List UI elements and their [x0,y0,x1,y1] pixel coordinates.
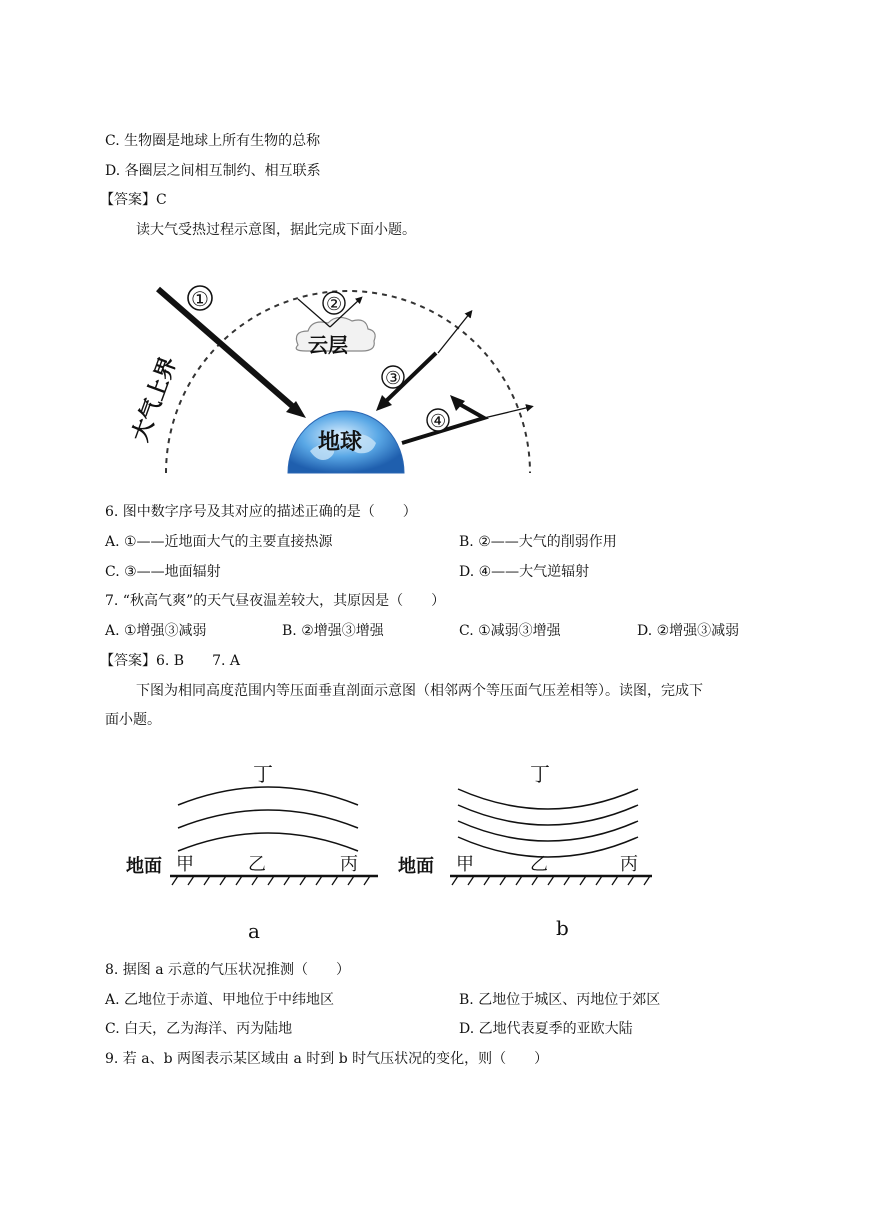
panel-b-yi: 乙 [530,854,548,875]
question-7: 7. “秋高气爽”的天气昼夜温差较大，其原因是（ ） [105,593,446,609]
intro-text-2a: 下图为相同高度范围内等压面垂直剖面示意图（相邻两个等压面气压差相等）。读图，完成下 [136,683,703,699]
question-8: 8. 据图 a 示意的气压状况推测（ ） [105,962,351,978]
question-6: 6. 图中数字序号及其对应的描述正确的是（ ） [105,504,417,520]
atmosphere-heating-diagram [120,275,540,475]
panel-a-yi: 乙 [248,854,266,875]
q8-option-a: A. 乙地位于赤道、甲地位于中纬地区 [105,992,335,1008]
panel-a-bing: 丙 [340,854,358,875]
panel-b-ground: 地面 [398,856,434,877]
panel-a-jia: 甲 [176,854,194,875]
panel-a-ground: 地面 [126,856,162,877]
panel-b-jia: 甲 [456,854,474,875]
option-c-previous: C. 生物圈是地球上所有生物的总称 [105,133,321,149]
question-9: 9. 若 a、b 两图表示某区域由 a 时到 b 时气压状况的变化，则（ ） [105,1051,549,1067]
label-circle-4: ④ [430,411,447,432]
cloud-label: 云层 [308,333,348,357]
q7-option-a: A. ①增强③减弱 [105,623,207,639]
label-circle-2: ② [326,294,343,315]
panel-a-ding: 丁 [253,762,273,786]
q8-option-d: D. 乙地代表夏季的亚欧大陆 [459,1021,633,1037]
answer-line-2: 【答案】6. B 7. A [100,653,241,669]
intro-text-2b: 面小题。 [105,712,161,728]
panel-b-caption: b [556,916,569,940]
panel-a-caption: a [248,919,260,943]
label-circle-3: ③ [385,368,402,389]
q7-option-b: B. ②增强③增强 [282,623,384,639]
earth-label: 地球 [318,430,363,455]
panel-b-bing: 丙 [620,854,638,875]
atmosphere-boundary-label: 大气上界 [128,353,182,446]
label-circle-1: ① [191,287,209,311]
q7-option-d: D. ②增强③减弱 [637,623,740,639]
intro-text-1: 读大气受热过程示意图，据此完成下面小题。 [136,222,416,238]
q8-option-b: B. 乙地位于城区、丙地位于郊区 [459,992,661,1008]
q6-option-b: B. ②——大气的削弱作用 [459,534,617,550]
answer-line-1: 【答案】C [100,192,167,208]
q8-option-c: C. 白天，乙为海洋、丙为陆地 [105,1021,293,1037]
q6-option-d: D. ④——大气逆辐射 [459,564,590,580]
q6-option-a: A. ①——近地面大气的主要直接热源 [105,534,333,550]
q6-option-c: C. ③——地面辐射 [105,564,221,580]
panel-b-ding: 丁 [530,762,550,786]
isobaric-surface-diagram [120,755,680,950]
option-d-previous: D. 各圈层之间相互制约、相互联系 [105,163,321,179]
q7-option-c: C. ①减弱③增强 [459,623,561,639]
